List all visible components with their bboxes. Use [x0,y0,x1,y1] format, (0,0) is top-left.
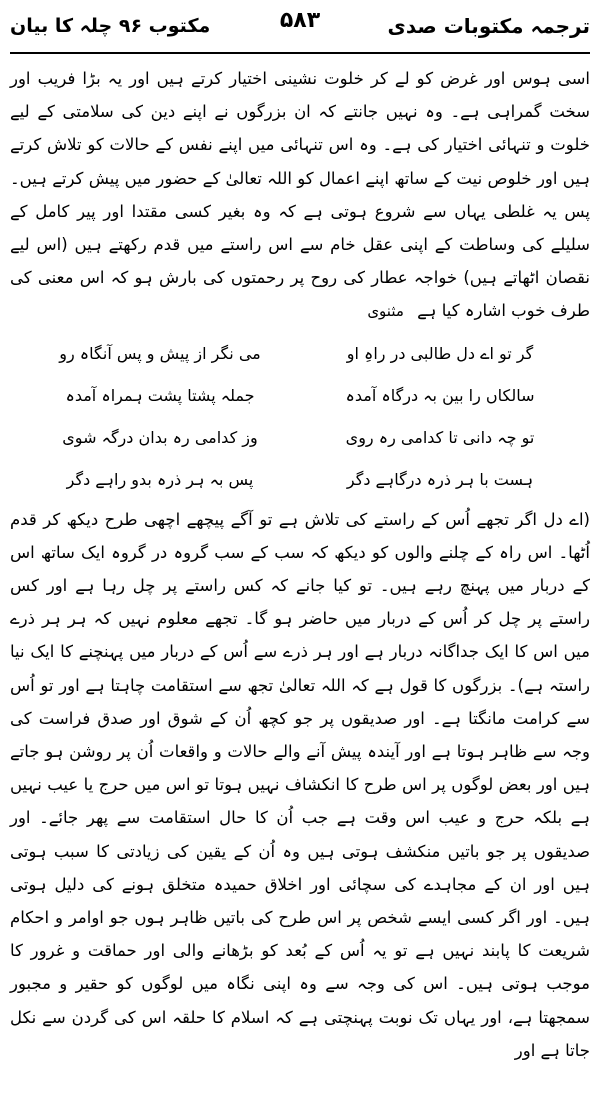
verse-line: وز کدامی رہ بدان درگہ شوی [62,427,258,447]
verse-line: پس بہ ہر ذرہ بدو راہے دگر [66,469,254,489]
body-text-2 [10,503,590,1067]
poem-verses [10,329,590,503]
mathnavi-label: مثنوی [367,302,404,321]
verse-line: سالکاں را بین بہ درگاہ آمدہ [345,385,535,405]
verse-line: گر تو اے دل طالبی در راہِ او [346,343,534,363]
paragraph-1: اسی ہوس اور غرض کو لے کر خلوت نشینی اختیار کرتے ہیں اور یہ بڑا فریب اور سخت گمراہی ہے۔ وہ نہیں جانتے کہ ان بزرگوں نے اپنے دین کی سلامتی کے لیے خلوت و تنہائی اختیار کی ہے۔ وہ اس تنہائی میں اپنے نفس کے حالات کو تلاش کرتے ہیں اور خلوص نیت کے ساتھ اپنے اعمال کو اللہ تعالیٰ کے حضور میں پیش کرتے ہیں۔ پس یہ غلطی یہاں سے شروع ہوتی ہے کہ وہ بغیر کسی مقتدا اور پیر کامل کے سلیلے کی وساطت کے اپنی عقل خام سے اس راستے میں قدم رکھتے ہیں (اس لیے نقصان اٹھاتے ہیں) خواجہ عطار کی روح پر رحمتوں کی بارش ہو کہ اس معنی کی طرف خوب اشارہ کیا ہے مثنوی [10,69,590,321]
chapter-title: مکتوب ۹۶ چلہ کا بیان [10,15,211,37]
verse-line: جملہ پشتا پشت ہمراہ آمدہ [65,385,255,405]
page-number: ۵۸۳ [279,8,321,33]
body-text [10,62,590,329]
paragraph-2: (اے دل اگر تجھے اُس کے راستے کی تلاش ہے تو آگے پیچھے اچھی طرح دیکھ کر قدم اُٹھا۔ اس راہ کے چلنے والوں کو دیکھ کہ سب کے سب گروہ در گروہ ایک ساتھ اس کے دربار میں پہنچ رہے ہیں۔ تو کیا جانے کہ کس راستے پر چل رہا ہے اور کس راستے پر چل کر اُس کے دربار میں حاضر ہو گا۔ تجھے معلوم نہیں کہ ہر ہر ذرے میں اس کا ایک جداگانہ دربار ہے اور ہر ذرے سے اُس کے دربار میں پہنچنے کا ایک نیا راستہ ہے)۔ بزرگوں کا قول ہے کہ اللہ تعالیٰ تجھ سے استقامت چاہتا ہے اور تو اُس سے کرامت مانگتا ہے۔ اور صدیقوں پر جو کچھ اُن کے شوق اور صدق فراست کی وجہ سے ظاہر ہوتا ہے اور آیندہ پیش آنے والے حالات و واقعات اُن پر روشن ہو جاتے ہیں اور بعض لوگوں پر اس طرح کا انکشاف نہیں ہوتا تو اس میں حرج یا عیب نہیں ہے بلکہ حرج و عیب اس وقت ہے جب اُن کا حال استقامت سے پھر جائے۔ اور صدیقوں پر جو باتیں منکشف ہوتی ہیں وہ اُن کے یقین کی زیادتی کا سبب ہوتی ہیں اور ان کے مجاہدے کی سچائی اور اخلاق حمیدہ متخلق ہونے کی دلیل ہوتی ہیں۔ اور اگر کسی ایسے شخص پر اس طرح کی باتیں ظاہر ہوں جو اوامر و احکام شریعت کا پابند نہیں ہے تو یہ اُس کے بُعد کو بڑھانے والی اور حماقت و غرور کا موجب ہوتی ہیں۔ اس کی وجہ سے وہ اپنی نگاہ میں لوگوں کو حقیر و مجبور سمجھتا ہے، اور یہاں تک نوبت پہنچتی ہے کہ اسلام کا حلقہ اس کی گردن سے نکل جاتا ہے اور [10,509,590,1060]
book-title: ترجمہ مکتوبات صدی [387,14,590,38]
verse-line: می نگر از پیش و پس آنگاہ رو [59,343,261,363]
verse-line: ہست با ہر ذرہ درگاہے دگر [346,469,534,489]
page-header [10,0,590,46]
header-rule [10,52,590,54]
verse-line: تو چہ دانی تا کدامی رہ روی [345,427,535,447]
